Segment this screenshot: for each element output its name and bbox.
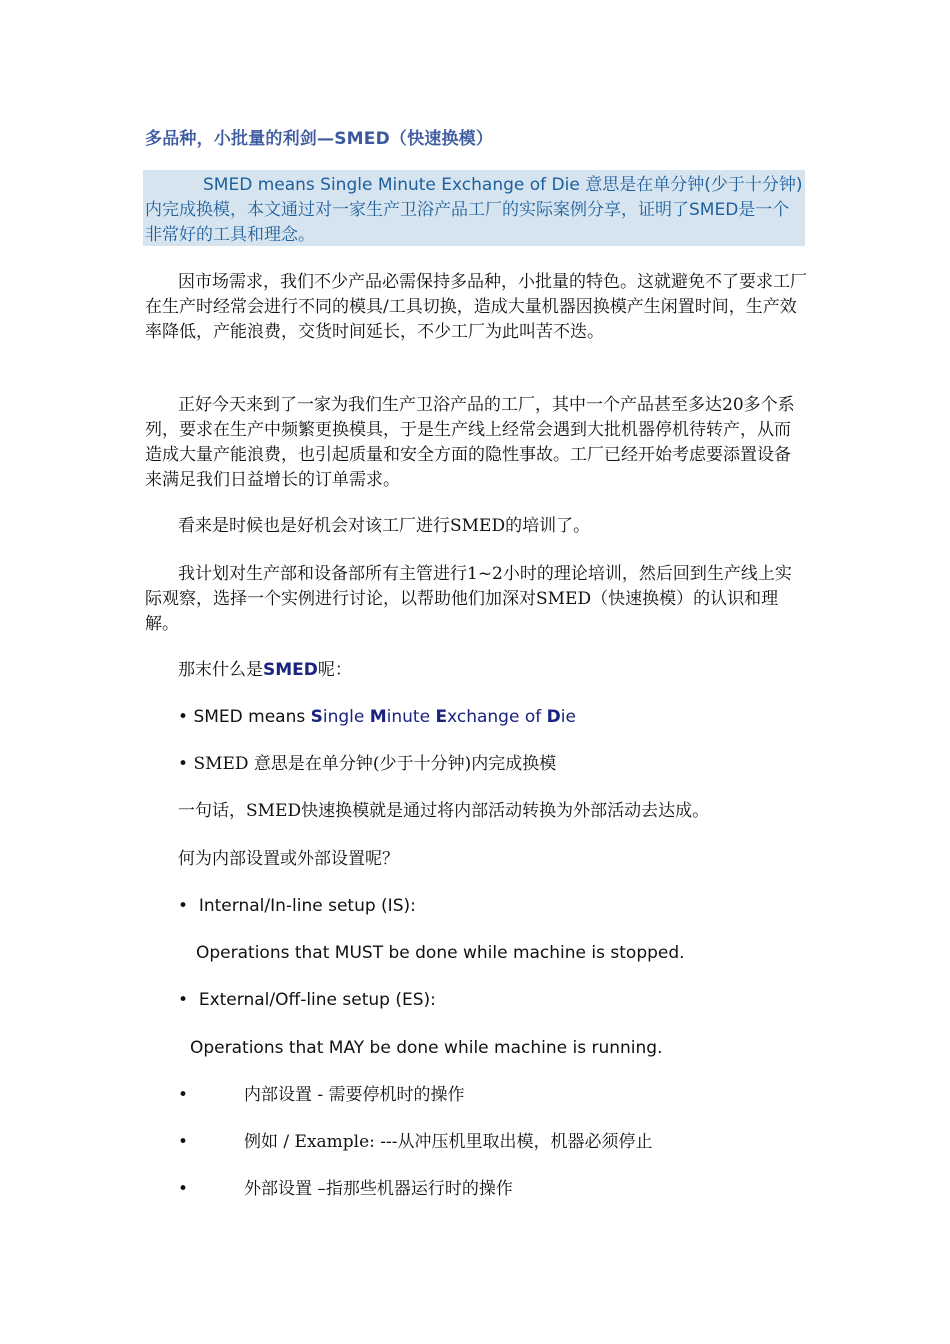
cn-bullet-external-text: 外部设置 –指那些机器运行时的操作 [244, 1179, 513, 1199]
document-title: 多品种，小批量的利剑—SMED（快速换模） [145, 129, 494, 149]
cn-bullet-example [178, 1130, 653, 1155]
summary-line: 一句话，SMED快速换模就是通过将内部活动转换为外部活动去达成。 [178, 801, 710, 821]
paragraph-training-time [145, 514, 807, 539]
bullet-smed-means [178, 705, 576, 730]
bullet-smed-meaning-cn-text: SMED 意思是在单分钟(少于十分钟)内完成换模 [193, 754, 557, 774]
cn-bullet-example-text: 例如 / Example: ---从冲压机里取出模，机器必须停止 [244, 1132, 653, 1152]
acronym-word-single: ingle [322, 707, 370, 727]
acronym-letter-e: E [435, 707, 448, 727]
cn-bullet-internal [178, 1083, 465, 1108]
smed-term: SMED [263, 660, 318, 680]
bullet-internal-setup [178, 894, 416, 919]
what-is-smed-line [178, 658, 352, 683]
paragraph-training-plan [145, 562, 807, 637]
paragraph-training-plan-text: 我计划对生产部和设备部所有主管进行1~2小时的理论培训，然后回到生产线上实际观察，选择一个实例进行讨论，以帮助他们加深对SMED（快速换模）的认识和理解。 [145, 564, 792, 634]
paragraph-training-time-text: 看来是时候也是好机会对该工厂进行SMED的培训了。 [178, 516, 591, 536]
cn-bullet-internal-text: 内部设置 - 需要停机时的操作 [244, 1085, 465, 1105]
bullet-smed-meaning-cn [178, 752, 556, 777]
internal-setup-label: Internal/In-line setup (IS): [198, 896, 416, 916]
what-is-prefix: 那末什么是 [178, 660, 263, 680]
external-setup-label: External/Off-line setup (ES): [198, 990, 436, 1010]
paragraph-factory-visit [145, 393, 807, 493]
what-is-suffix: 呢： [317, 660, 352, 680]
bullet-dot: • [178, 1179, 189, 1199]
question-line: 何为内部设置或外部设置呢？ [178, 849, 399, 869]
internal-setup-desc: Operations that MUST be done while machine is stopped. [196, 943, 685, 963]
intro-highlight-box [143, 170, 805, 246]
bullet-dot: • [178, 990, 189, 1010]
acronym-word-minute: inute [386, 707, 436, 727]
bullet-dot: • [178, 896, 189, 916]
bullet-external-setup [178, 988, 436, 1013]
acronym-word-die: ie [560, 707, 576, 727]
acronym-word-exchange: xchange of [447, 707, 547, 727]
bullet-dot: • [178, 1085, 189, 1105]
paragraph-market-demand [145, 270, 807, 345]
bullet-dot: • [178, 1132, 189, 1152]
acronym-letter-m: M [369, 707, 387, 727]
acronym-letter-d: D [546, 707, 561, 727]
bullet-dot: • [178, 707, 189, 727]
bullet-smed-means-lead: SMED means [193, 707, 311, 727]
intro-text: SMED means Single Minute Exchange of Die 意思是在单分钟(少于十分钟)内完成换模，本文通过对一家生产卫浴产品工厂的实际案例分享，证明了SMED是一个非常好的工具和理念。 [145, 175, 803, 245]
bullet-dot: • [178, 754, 189, 774]
paragraph-factory-visit-text: 正好今天来到了一家为我们生产卫浴产品的工厂，其中一个产品甚至多达20多个系列，要求在生产中频繁更换模具，于是生产线上经常会遇到大批机器停机待转产，从而造成大量产能浪费，也引起质量和安全方面的隐性事故。工厂已经开始考虑要添置设备来满足我们日益增长的订单需求。 [145, 395, 795, 490]
acronym-letter-s: S [310, 707, 323, 727]
external-setup-desc: Operations that MAY be done while machine is running. [190, 1038, 663, 1058]
paragraph-market-demand-text: 因市场需求，我们不少产品必需保持多品种，小批量的特色。这就避免不了要求工厂在生产时经常会进行不同的模具/工具切换，造成大量机器因换模产生闲置时间，生产效率降低，产能浪费，交货时间延长，不少工厂为此叫苦不迭。 [145, 272, 807, 342]
cn-bullet-external [178, 1177, 513, 1202]
